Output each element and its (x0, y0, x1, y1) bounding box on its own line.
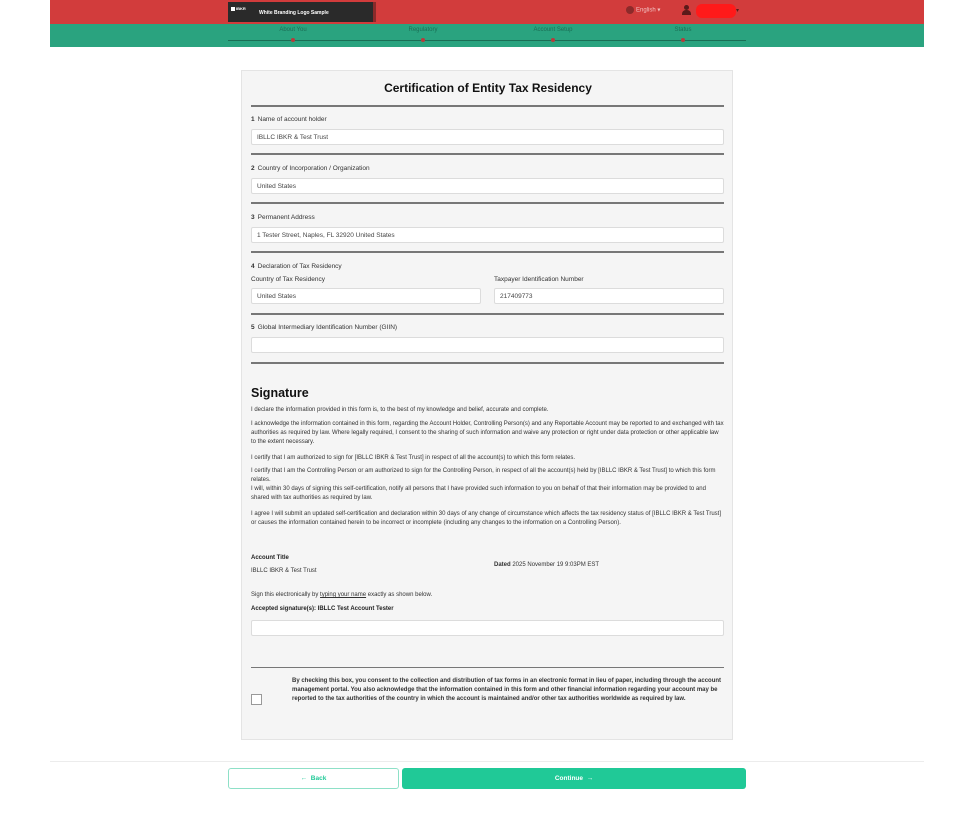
back-button[interactable] (228, 768, 399, 789)
form-title: Certification of Entity Tax Residency (384, 81, 592, 95)
step-account-setup[interactable]: Account Setup (498, 27, 608, 33)
step-status[interactable]: Status (628, 27, 738, 33)
dated-value: 2025 November 19 9:03PM EST (512, 562, 600, 568)
step-dot (551, 38, 555, 42)
tin-input[interactable]: 217409773 (494, 288, 724, 304)
notification-text: I will, within 30 days of signing this self-certification, notify all persons that I have provided such information to you on behalf of that their information may be provided to and shared with tax authorities as required by law. (251, 486, 706, 501)
signature-heading: Signature (251, 386, 309, 400)
controlling-person-text: I certify that I am the Controlling Person or am authorized to sign for the Controlling Person, in respect of all the account(s) held by [IBLLC IBKR & Test Trust] to which this form relates. (251, 468, 716, 483)
divider (251, 667, 724, 668)
account-holder-input[interactable]: IBLLC IBKR & Test Trust (251, 129, 724, 145)
consent-checkbox[interactable] (251, 694, 262, 705)
chevron-down-icon: ▾ (736, 8, 740, 14)
consent-text: By checking this box, you consent to the collection and distribution of tax forms in an electronic format in lieu of paper, including through the account management portal. You also acknowledge that the information contained in this form and other financial information regarding your account may be reported to the tax authorities of the country in which the account is maintained and/or other tax authorities worldwide as required by law. (292, 678, 722, 702)
field-label-giin: 5 Global Intermediary Identification Number (GIIN) (251, 324, 398, 331)
typing-your-name-link[interactable]: typing your name (320, 592, 367, 598)
logo-mark: IBKR (231, 6, 246, 11)
arrow-left-icon: ← (300, 775, 308, 782)
tin-label: Taxpayer Identification Number (494, 276, 584, 283)
logo-text: White Branding Logo Sample (259, 10, 329, 16)
language-selector[interactable] (626, 6, 660, 14)
field-label-tax-residency: 4 Declaration of Tax Residency (251, 263, 342, 270)
signature-input[interactable] (251, 620, 724, 636)
arrow-right-icon: → (586, 775, 594, 782)
tax-residency-form (241, 70, 733, 740)
declaration-text: I declare the information provided in this form is, to the best of my knowledge and belief, accurate and complete. (251, 407, 549, 413)
step-dot (421, 38, 425, 42)
country-incorporation-input[interactable]: United States (251, 178, 724, 194)
user-icon (682, 5, 691, 15)
step-dot (681, 38, 685, 42)
divider (251, 251, 724, 253)
account-title-label: Account Title (251, 555, 289, 561)
update-agreement-text: I agree I will submit an updated self-certification and declaration within 30 days of any change of circumstance which affects the tax residency status of [IBLLC IBKR & Test Trust] or causes the information contained herein to be incorrect or incomplete (including any changes to the information on a Controlling Person). (251, 511, 722, 526)
authorization-text: I certify that I am authorized to sign for [IBLLC IBKR & Test Trust] in respect of all the account(s) to which this form relates. (251, 455, 576, 461)
acknowledgement-text: I acknowledge the information contained in this form, regarding the Account Holder, Controlling Person(s) and any Reportable Account may be reported to and exchanged with tax authorities as required by law. Where legally required, I consent to the sharing of such information and waive any protection or right under data protection or other applicable law to the extent necessary. (251, 421, 724, 445)
country-tax-residency-input[interactable]: United States (251, 288, 481, 304)
footer-divider (50, 761, 924, 762)
divider (251, 105, 724, 107)
chevron-down-icon: ▾ (657, 7, 661, 14)
divider (251, 362, 724, 364)
step-about-you[interactable]: About You (238, 27, 348, 33)
account-title-value: IBLLC IBKR & Test Trust (251, 568, 317, 574)
sign-instructions: Sign this electronically by typing your name exactly as shown below. (251, 592, 433, 598)
country-tax-residency-label: Country of Tax Residency (251, 276, 325, 283)
divider (251, 313, 724, 315)
back-label: Back (310, 775, 327, 782)
step-dot (291, 38, 295, 42)
continue-label: Continue (554, 775, 584, 782)
dated-label: Dated (494, 562, 511, 568)
field-label-country-incorporation: 2 Country of Incorporation / Organization (251, 165, 370, 172)
brand-logo[interactable] (228, 2, 376, 22)
step-regulatory[interactable]: Regulatory (368, 27, 478, 33)
steps-track (228, 40, 746, 41)
divider (251, 153, 724, 155)
globe-icon (626, 6, 634, 14)
accepted-signature-label: Accepted signature(s): IBLLC Test Account Tester (251, 606, 394, 612)
user-name-redacted (696, 4, 736, 18)
giin-input[interactable] (251, 337, 724, 353)
permanent-address-input[interactable]: 1 Tester Street, Naples, FL 32920 United States (251, 227, 724, 243)
divider (251, 202, 724, 204)
field-label-account-holder: 1 Name of account holder (251, 116, 327, 123)
user-menu[interactable] (682, 4, 744, 18)
progress-steps (50, 24, 924, 47)
language-label: English (636, 7, 656, 14)
dated-field (494, 562, 599, 568)
field-label-permanent-address: 3 Permanent Address (251, 214, 315, 221)
continue-button[interactable] (402, 768, 746, 789)
top-bar (50, 0, 924, 24)
